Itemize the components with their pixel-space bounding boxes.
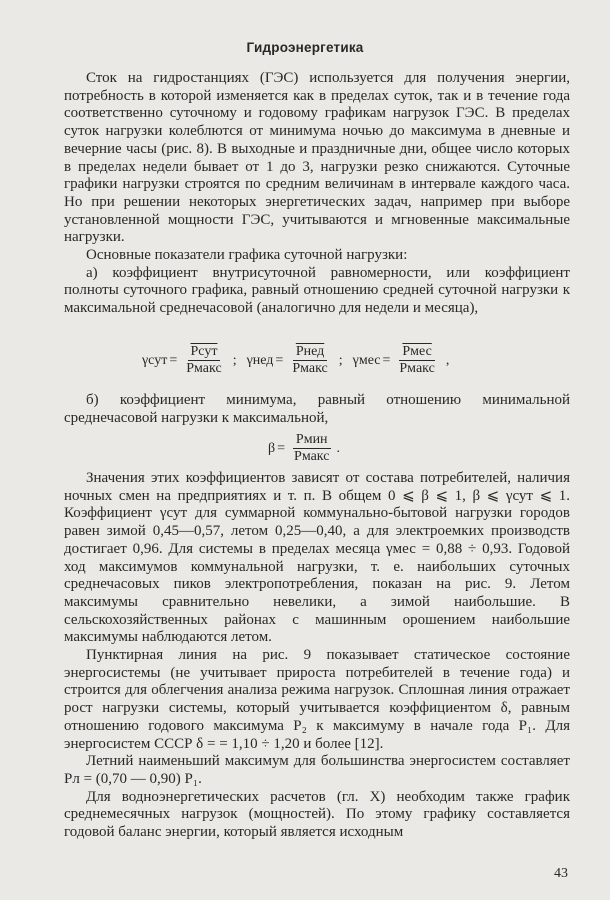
- numerator: Pнед: [293, 344, 327, 361]
- paragraph: Сток на гидростанциях (ГЭС) используется для получения энергии, потребность в которой изменяется как в пределах суток, так и в течение года соответственно суточному и годовому графикам нагрузок ГЭС. В пределах суток нагрузки колеблются от минимума ночью до максимума в дневные и вечерние часы (рис. 8). В выходные и праздничные дни, общее число которых в пределах недели бывает от 1 до 3, нагрузки резко снижаются. Суточные графики нагрузки строятся по средним величинам в интервале каждого часа. Но при решении некоторых энергетических задач, например при выборе установленной мощности ГЭС, учитываются и мгновенные максимальные нагрузки.: [64, 70, 570, 246]
- numerator: Pсут: [188, 344, 221, 361]
- denominator: Pмакс: [399, 361, 435, 376]
- denominator: Pмакс: [292, 361, 328, 376]
- paragraph: б) коэффициент минимума, равный отношению минимальной среднечасовой нагрузки к максимальной,: [64, 392, 570, 426]
- fraction: [289, 344, 330, 377]
- paragraph: Для водноэнергетических расчетов (гл. X) необходим также график среднемесячных нагрузок (мощностей). По этому графику составляется годовой баланс энергии, который является исходным: [64, 788, 570, 841]
- gamma-ned-symbol: γнед: [246, 352, 274, 368]
- paragraph: Основные показатели графика суточной нагрузки:: [86, 247, 408, 264]
- paragraph: Летний наименьший максимум для большинства энергосистем составляет Pл = (0,70 — 0,90) P₁.: [64, 753, 570, 787]
- numerator: Pмес: [399, 344, 434, 361]
- fraction: [291, 432, 332, 465]
- section-title: Гидроэнергетика: [246, 40, 364, 55]
- denominator: Pмакс: [294, 449, 330, 464]
- formula-uniformity-coefficients: γсут = $\frac{\text{Pсут}}{\text{Pмакс}}$ ; γнед = $\frac{\text{Pнед}}{\text{Pмакс}}$ ; γмес = $\frac{\text{Pмес}}{\text{Pмакс}}$ ,: [142, 344, 450, 376]
- numerator: Pмин: [293, 432, 331, 449]
- paragraph: а) коэффициент внутрисуточной равномерности, или коэффициент полноты суточного графика, равный отношению средней суточной нагрузки к максимальной среднечасовой (аналогично для недели и месяца),: [64, 264, 570, 317]
- beta-symbol: β: [268, 440, 276, 456]
- paragraph: Пунктирная линия на рис. 9 показывает статическое состояние энергосистемы (не учитывает прироста потребителей в течение года) и строится для облегчения анализа режима нагрузок. Сплошная линия отражает рост нагрузки системы, который учитывается коэффициентом δ, равным отношению годового максимума P₂ к максимуму в начале года P₁. Для энергосистем СССР δ = = 1,10 ÷ 1,20 и более [12].: [64, 647, 570, 752]
- page-number: 43: [554, 866, 568, 881]
- text-block-main: [64, 470, 570, 842]
- text-block-intro: [64, 70, 570, 318]
- gamma-mes-symbol: γмес: [352, 352, 381, 368]
- paragraph: Значения этих коэффициентов зависят от состава потребителей, наличия ночных смен на предприятиях и т. п. В общем 0 ⩽ β ⩽ 1, β ⩽ γсут ⩽ 1. Коэффициент γсут для суммарной коммунально-бытовой нагрузки городов равен зимой 0,45—0,57, летом 0,25—0,40, а для электроемких производств достигает 0,96. Для системы в пределах месяца γмес = 0,88 ÷ 0,93. Годовой ход максимумов коммунальной нагрузки, т. е. наибольших суточных среднечасовых пиков электропотребления, показан на рис. 9. Летом максимумы сравнительно невелики, а зимой наибольшие. В сельскохозяйственных районах с машинным орошением наибольшие максимумы наблюдаются летом.: [64, 470, 570, 646]
- formula-minimum-coefficient: β = $\frac{\text{Pмин}}{\text{Pмакс}}$ .: [268, 432, 340, 464]
- fraction: [183, 344, 224, 377]
- denominator: Pмакс: [186, 361, 222, 376]
- fraction: [396, 344, 437, 377]
- gamma-sut-symbol: γсут: [142, 352, 168, 368]
- text-block-b: [64, 392, 570, 427]
